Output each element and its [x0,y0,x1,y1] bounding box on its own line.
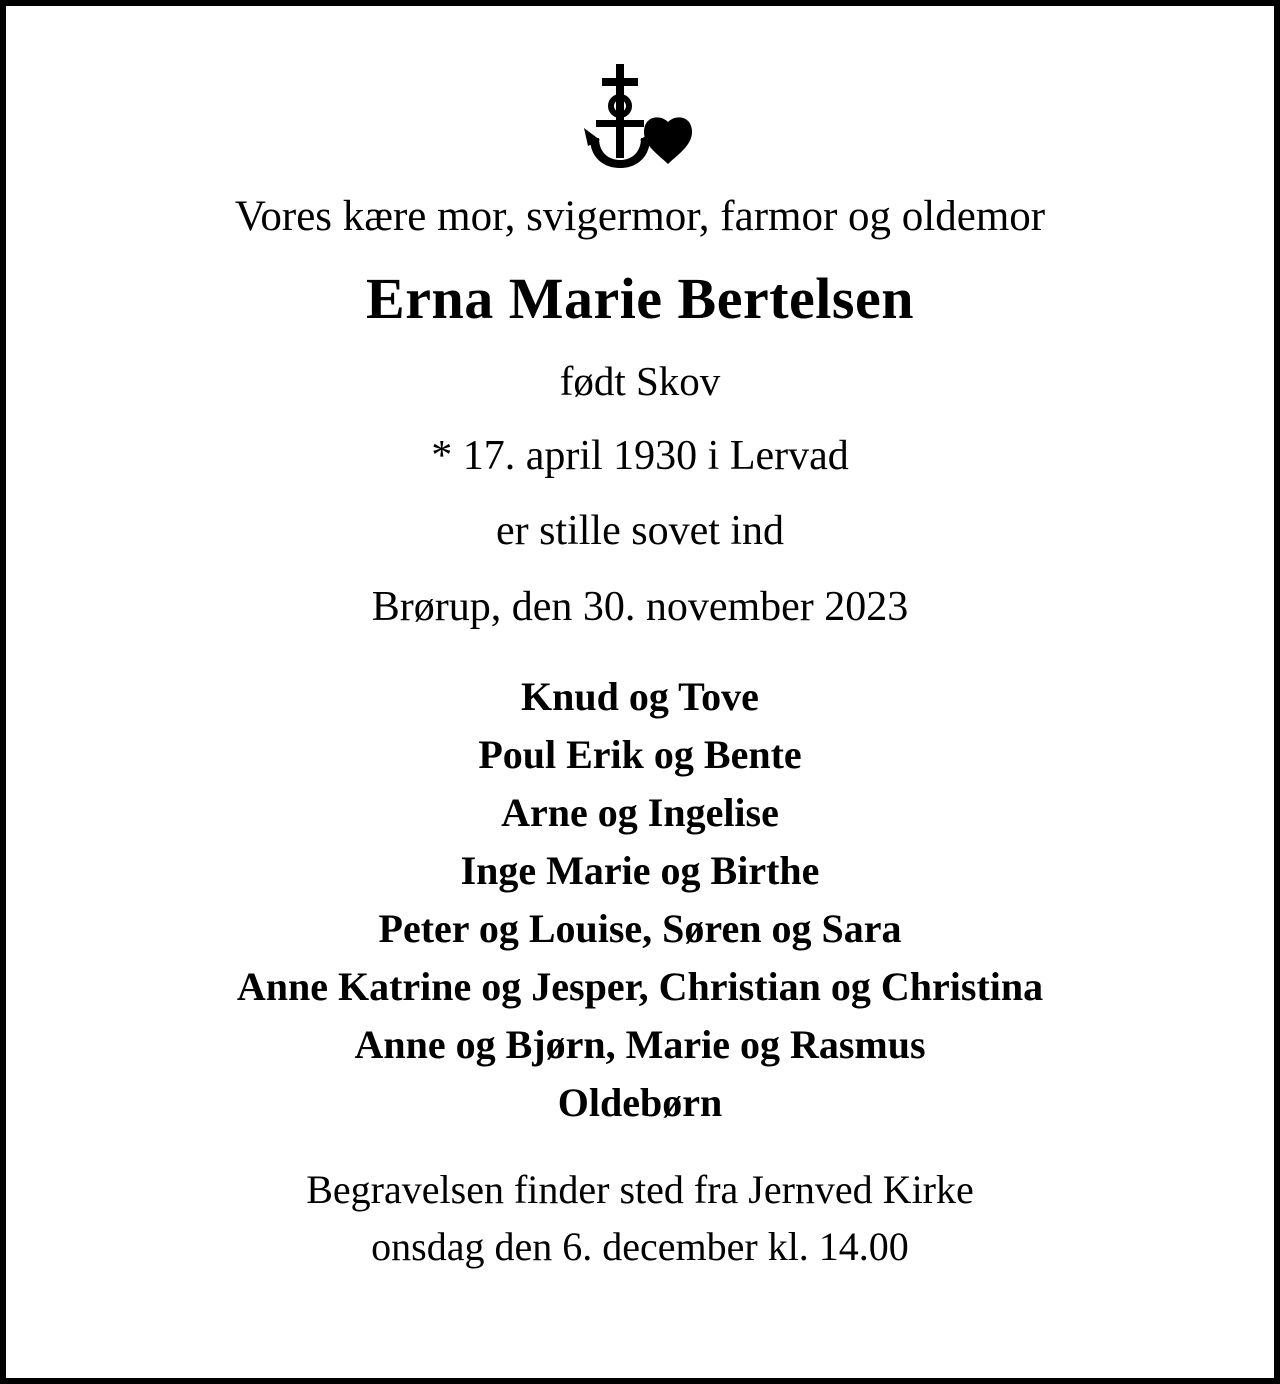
survivors-list [66,668,1214,1132]
passing-phrase: er stille sovet ind [495,508,785,555]
survivor-line: Poul Erik og Bente [478,732,802,778]
funeral-line: Begravelsen finder sted fra Jernved Kirke [306,1167,974,1213]
birth-info: * 17. april 1930 i Lervad [431,432,849,479]
survivor-line: Peter og Louise, Søren og Sara [378,906,902,952]
survivor-line: Anne Katrine og Jesper, Christian og Christina [236,964,1044,1010]
survivor-line: Arne og Ingelise [501,790,779,836]
survivor-line: Inge Marie og Birthe [460,848,820,894]
funeral-line: onsdag den 6. december kl. 14.00 [371,1223,909,1269]
survivor-line: Anne og Bjørn, Marie og Rasmus [354,1022,926,1068]
death-place-date: Brørup, den 30. november 2023 [371,583,909,630]
intro-text: Vores kære mor, svigermor, farmor og oldemor [234,193,1046,240]
cross-anchor-heart-icon [580,62,700,174]
maiden-name: født Skov [559,358,721,405]
survivor-line: Knud og Tove [521,674,759,720]
survivor-line: Oldebørn [557,1080,723,1126]
funeral-details [66,1162,1214,1276]
deceased-name: Erna Marie Bertelsen [366,265,914,331]
